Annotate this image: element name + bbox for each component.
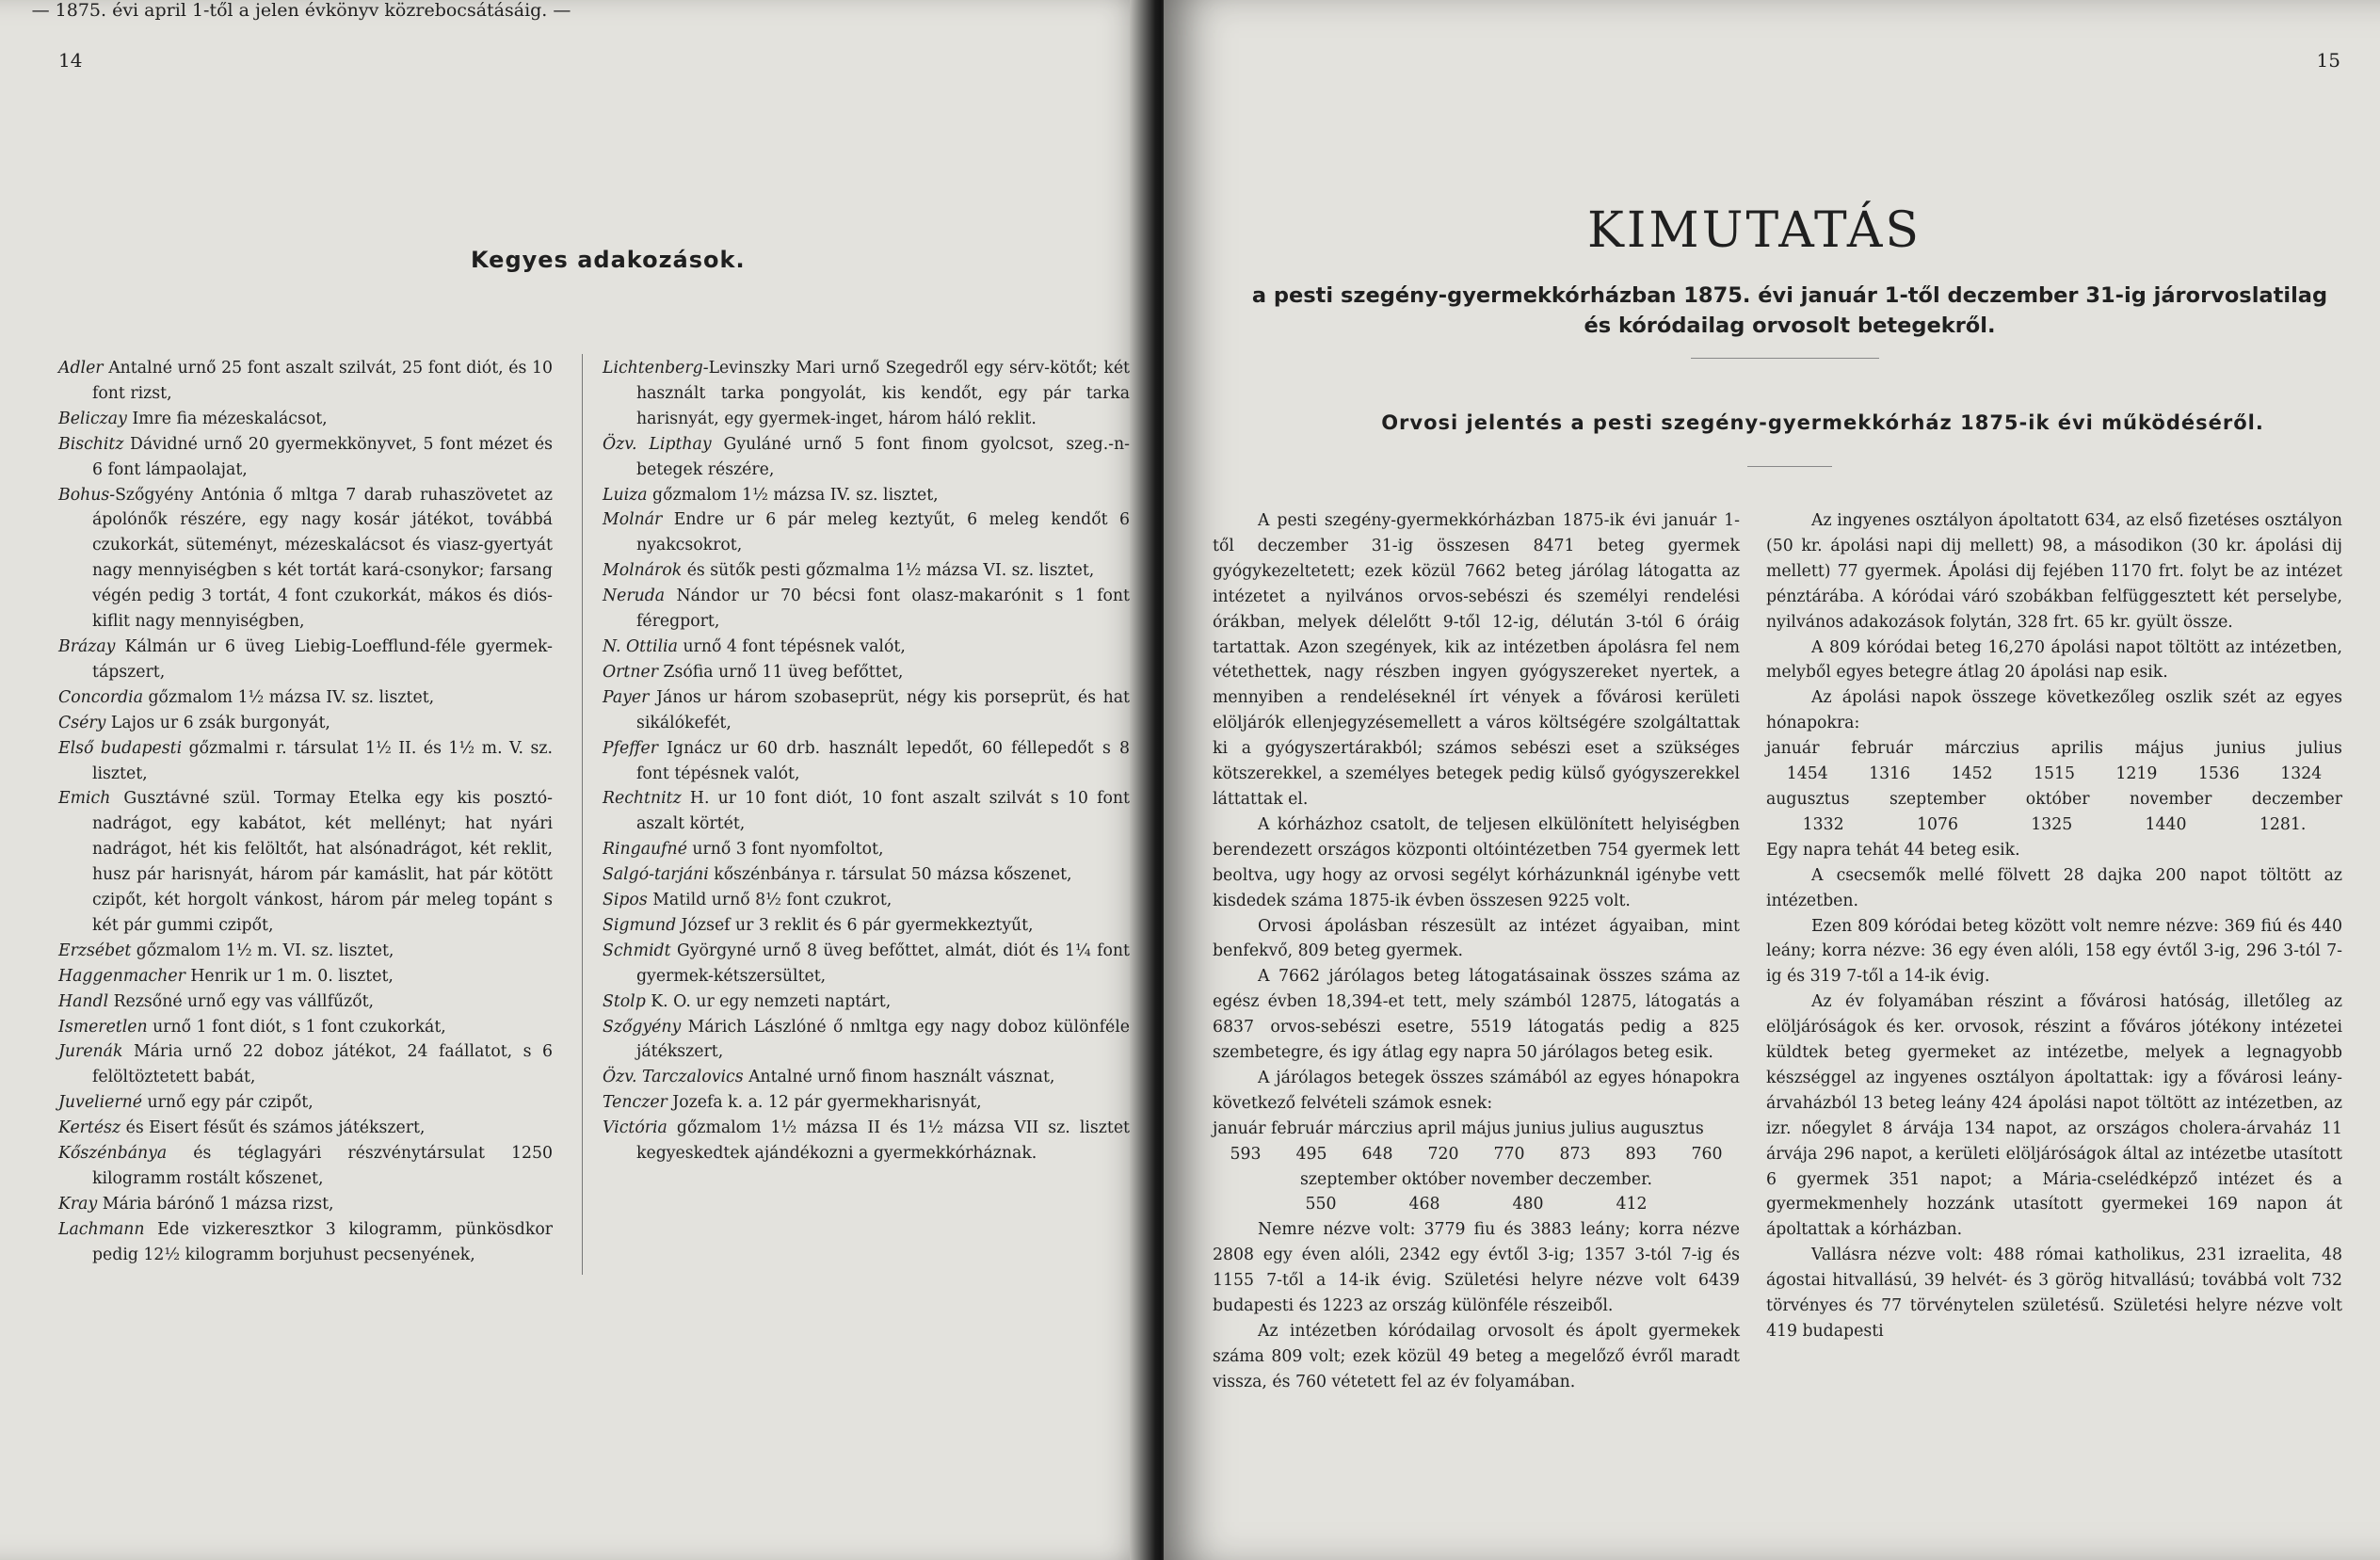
donor-entry	[58, 1141, 553, 1192]
table-cell: 1515	[2033, 764, 2075, 784]
paragraph: A 809 kóródai beteg 16,270 ápolási napot töltött az intézetben, melyből egyes betegre átlag 20 ápolási nap esik.	[1766, 637, 2342, 683]
donor-name: Sigmund	[603, 915, 677, 935]
paragraph: A pesti szegény-gyermekkórházban 1875-ik évi január 1-től deczember 31-ig összesen 8471 beteg gyermek gyógykezeltetett; ezek közül 7662 beteg járólag látogatta az intézetet a nyilvános orvos-sebészi és személyi rendelési órákban, melyek délelőtt 9-től 12-ig, délután 3-tól 6 óráig tartattak. Azon szegények, kik az intézetben ápolásra fel nem vétethettek, nagy részben ingyen gyógyszereket nyertek, a mennyiben a rendeléseknél írt vények a fővárosi kerületi elöljárók ellenjegyzésemellett a város költségére szolgáltattak ki a gyógyszertárakból; számos sebészi eset a szükséges kötszerekkel, a személyes betegek pedig külső gyógyszerekkel láttattak el.	[1213, 511, 1740, 809]
donation-text: Ignácz ur 60 drb. használt lepedőt, 60 féllepedőt s 8 font tépésnek valót,	[636, 738, 1130, 783]
donation-text: Imre fia mézeskalácsot,	[126, 409, 328, 428]
donor-entry	[603, 432, 1130, 483]
donor-name: Pfeffer	[603, 738, 658, 758]
column-divider	[582, 354, 583, 1275]
donation-text: gőzmalom 1½ mázsa IV. sz. lisztet,	[143, 687, 435, 707]
table-cell: február	[1851, 739, 1913, 759]
donor-name: Brázay	[58, 636, 116, 656]
table-cell: 480	[1512, 1195, 1544, 1214]
donor-entry	[603, 913, 1130, 939]
donor-entry	[58, 483, 553, 635]
report-column-left	[1213, 508, 1740, 1395]
donor-entry	[58, 939, 553, 964]
donor-name: Ringaufné	[603, 840, 687, 860]
donor-name: Neruda	[603, 587, 666, 606]
donor-name: Juvelierné	[58, 1093, 142, 1113]
table-cell: junius	[2215, 739, 2266, 759]
donor-entry	[603, 939, 1130, 989]
donation-text: Matild urnő 8½ font czukrot,	[647, 891, 892, 910]
donation-text: urnő 3 font nyomfoltot,	[686, 840, 884, 860]
donor-name: Ortner	[603, 662, 658, 682]
donor-entry	[58, 635, 553, 685]
paragraph: Vallásra nézve volt: 488 római katholikus, 231 izraelita, 48 ágostai hitvallású, 39 helvét- és 3 görög hitvallású; továbbá volt 732 törvényes és 77 törvénytelen születésű. Születési helyre nézve volt 419 budapesti	[1766, 1246, 2342, 1341]
donor-entry	[603, 685, 1130, 736]
donor-entry	[603, 584, 1130, 635]
table-cell: augusztus	[1766, 789, 1850, 809]
donor-entry	[58, 989, 553, 1015]
donor-entry	[603, 1116, 1130, 1166]
donor-list-left	[58, 356, 553, 1268]
right-page	[1164, 0, 2380, 1560]
donor-name: Kertész	[58, 1118, 121, 1138]
table-cell: 1316	[1869, 764, 1911, 784]
table-cell: 1219	[2115, 764, 2158, 784]
donor-entry	[58, 711, 553, 736]
table-cell: 1452	[1951, 764, 1993, 784]
table-cell: 893	[1625, 1144, 1657, 1164]
section-title: Orvosi jelentés a pesti szegény-gyermekkórház 1875-ik évi működéséről.	[1381, 411, 2264, 434]
donor-entry	[58, 407, 553, 432]
report-title: KIMUTATÁS	[1587, 202, 1922, 259]
donor-entry	[58, 786, 553, 938]
donor-entry	[603, 862, 1130, 888]
donor-name: Bohus-	[58, 485, 116, 505]
table-cell: 770	[1493, 1144, 1525, 1164]
table-cell: 412	[1616, 1195, 1648, 1214]
paragraph: Az ingyenes osztályon ápoltatott 634, az első fizetéses osztályon (50 kr. ápolási napi dij mellett) 98, a másodikon (30 kr. ápolási dij mellett) 77 gyermek. Ápolási dij fejében 1170 frt. folyt be az intézet pénztárába. A kóródai váró szobákban felfüggesztett két perselybe, nyilvános adakozások folytán, 328 frt. 65 kr. gyült össze.	[1766, 511, 2342, 632]
donor-name: Első budapesti	[58, 738, 183, 758]
donor-name: Haggenmacher	[58, 966, 185, 986]
table-cell: 720	[1427, 1144, 1459, 1164]
donation-text: János ur három szobaseprüt, négy kis porseprüt, és hat sikálókefét,	[636, 687, 1130, 732]
month-labels-row	[1766, 787, 2342, 812]
donation-text: Szőgyény Antónia ő mltga 7 darab ruhaszövetet az ápolónők részére, egy nagy kosár játékot, továbbá czukorkát, süteményt, mézeskalácsot és viasz-gyertyát nagy mennyiségben s két tortát kará-csonykor; farsang végén pedig 3 tortát, 4 font czukorkát, mákos és diós-kiflit nagy mennyiségben,	[92, 485, 553, 632]
donation-text: József ur 3 reklit és 6 pár gyermekkeztyűt,	[676, 915, 1034, 935]
table-cell: 593	[1230, 1144, 1262, 1164]
table-cell: 1325	[2031, 814, 2073, 834]
donor-name: Bischitz	[58, 434, 124, 454]
month-values-row	[1766, 812, 2342, 838]
donor-entry	[603, 837, 1130, 862]
section-rule	[1747, 466, 1832, 467]
donor-name: Concordia	[58, 687, 143, 707]
table-cell: márczius	[1944, 739, 2019, 759]
table-cell: 495	[1295, 1144, 1327, 1164]
donor-name: Schmidt	[603, 941, 671, 960]
paragraph: Az ápolási napok összege következőleg oszlik szét az egyes hónapokra:	[1766, 688, 2342, 733]
donor-entry	[603, 1065, 1130, 1090]
donor-entry	[603, 786, 1130, 837]
donor-name: Lichtenberg-	[603, 359, 709, 378]
donor-name: Szőgyény	[603, 1017, 682, 1037]
donation-text: Zsófia urnő 11 üveg befőttet,	[658, 662, 904, 682]
table-cell: 1536	[2197, 764, 2240, 784]
donor-entry	[58, 356, 553, 407]
donor-entry	[603, 558, 1130, 584]
donation-text: Márich Lászlóné ő nmltga egy nagy doboz különféle játékszert,	[636, 1017, 1130, 1062]
month-labels: szeptember október november deczember.	[1300, 1169, 1652, 1189]
donation-text: gőzmalom 1½ m. VI. sz. lisztet,	[131, 941, 394, 960]
donation-text: Jozefa k. a. 12 pár gyermekharisnyát,	[667, 1093, 982, 1113]
donation-text: Gusztávné szül. Tormay Etelka egy kis posztó-nadrágot, egy kabátot, két mellényt; hat nyári nadrágot, hét kis felöltőt, hat alsónadrágot, két reklit, husz pár harisnyát, három pár kamáslit, hat pár kötött czipőt, két horgolt vánkost, három pár meleg topánt s két pár gummi czipőt,	[92, 789, 553, 935]
donor-name: Erzsébet	[58, 941, 132, 960]
donor-name: Tenczer	[603, 1093, 667, 1113]
paragraph: Nemre nézve volt: 3779 fiu és 3883 leány; korra nézve 2808 egy éven alóli, 2342 egy évtől 3-ig; 1357 3-tól 7-ig és 1155 7-től a 14-ik évig. Születési helyre nézve volt 6439 budapesti és 1223 az ország különféle részeiből.	[1213, 1220, 1740, 1316]
donation-text: Endre ur 6 pár meleg keztyűt, 6 meleg kendőt 6 nyakcsokrot,	[636, 510, 1130, 555]
table-cell: január	[1766, 739, 1820, 759]
donor-entry	[603, 635, 1130, 660]
donation-text: és Eisert fésűt és számos játékszert,	[121, 1118, 426, 1138]
report-subtitle: a pesti szegény-gyermekkórházban 1875. évi január 1-től deczember 31-ig járorvoslatilag és kóródailag orvosolt betegekről.	[1251, 283, 2328, 338]
donor-name: Victória	[603, 1118, 667, 1138]
table-cell: május	[2134, 739, 2184, 759]
donor-entry	[58, 1192, 553, 1217]
donation-text: Györgyné urnő 8 üveg befőttet, almát, diót és 1¼ font gyermek-kétszersültet,	[636, 941, 1130, 986]
donor-name: Kray	[58, 1194, 98, 1214]
paragraph: A 7662 járólagos beteg látogatásainak összes száma az egész évben 18,394-et tett, mely számból 12875, látogatás a 6837 orvos-sebészi esetre, 5519 látogatás pedig a 825 szembetegre, és igy átlag egy napra 50 járólagos beteg esik.	[1213, 967, 1740, 1063]
donor-name: Payer	[603, 687, 650, 707]
donor-entry	[603, 989, 1130, 1015]
month-values-row	[1766, 762, 2342, 787]
donor-list-right	[603, 356, 1130, 1166]
donor-entry	[58, 1039, 553, 1090]
donation-text: Rezsőné urnő egy vas vállfűzőt,	[108, 991, 375, 1011]
donation-text: Ede vizkeresztkor 3 kilogramm, pünkösdkor pedig 12½ kilogramm borjuhust pecsenyének,	[92, 1219, 553, 1264]
donation-text: Levinszky Mari urnő Szegedről egy sérv-kötőt; két használt tarka pongyolát, kis kendőt, egy pár tarka harisnyát, egy gyermek-inget, három háló reklit.	[636, 359, 1130, 428]
donor-name: Rechtnitz	[603, 789, 682, 809]
donation-text: Mária bárónő 1 mázsa rizst,	[97, 1194, 334, 1214]
paragraph: Az intézetben kóródailag orvosolt és ápolt gyermekek száma 809 volt; ezek közül 49 beteg a megelőző évről maradt vissza, és 760 vétetett fel az év folyamában.	[1213, 1322, 1740, 1391]
table-cell: szeptember	[1889, 789, 1986, 809]
donation-text: Dávidné urnő 20 gyermekkönyvet, 5 font mézet és 6 font lámpaolajat,	[92, 434, 553, 479]
donor-entry	[58, 1090, 553, 1116]
donor-entry	[603, 660, 1130, 685]
donation-text: urnő egy pár czipőt,	[141, 1093, 314, 1113]
donor-name: Adler	[58, 359, 104, 378]
report-column-right	[1766, 508, 2342, 1344]
donation-text: Gyuláné urnő 5 font finom gyolcsot, szeg.-n-betegek részére,	[636, 434, 1130, 479]
donor-name: Molnárok	[603, 561, 683, 581]
paragraph: Ezen 809 kóródai beteg között volt nemre nézve: 369 fiú és 440 leány; korra nézve: 36 egy éven alóli, 158 egy évtől 3-ig, 296 3-tól 7-ig és 319 7-től a 14-ik évig.	[1766, 916, 2342, 987]
donor-name: Handl	[58, 991, 109, 1011]
table-cell: 760	[1691, 1144, 1723, 1164]
donations-heading: Kegyes adakozások.	[471, 247, 746, 273]
donation-text: Mária urnő 22 doboz játékot, 24 faállatot, s 6 felöltöztetett babát,	[92, 1042, 553, 1087]
month-labels-row	[1766, 736, 2342, 762]
donation-text: Antalné urnő finom használt vásznat,	[743, 1068, 1055, 1087]
left-page-number: 14	[58, 49, 83, 72]
donor-entry	[58, 1217, 553, 1268]
donor-entry	[603, 888, 1130, 913]
paragraph: A csecsemők mellé fölvett 28 dajka 200 napot töltött az intézetben.	[1766, 865, 2342, 910]
donor-name: Lachmann	[58, 1219, 145, 1239]
donor-name: Sipos	[603, 891, 648, 910]
donation-text: és téglagyári részvénytársulat 1250 kilogramm rostált kőszenet,	[92, 1144, 553, 1188]
paragraph: Egy napra tehát 44 beteg esik.	[1766, 840, 2020, 860]
donor-entry	[603, 507, 1130, 558]
donation-text: gőzmalom 1½ mázsa IV. sz. lisztet,	[647, 485, 939, 505]
donation-text: Lajos ur 6 zsák burgonyát,	[105, 713, 330, 732]
donation-text: Antalné urnő 25 font aszalt szilvát, 25 font diót, és 10 font rizst,	[92, 359, 553, 403]
donor-entry	[58, 1015, 553, 1040]
paragraph: Orvosi ápolásban részesült az intézet ágyaiban, mint benfekvő, 809 beteg gyermek.	[1213, 916, 1740, 961]
donation-text: és sütők pesti gőzmalma 1½ mázsa VI. sz. lisztet,	[682, 561, 1095, 581]
donation-text: urnő 1 font diót, s 1 font czukorkát,	[147, 1017, 446, 1037]
donation-text: urnő 4 font tépésnek valót,	[677, 636, 906, 656]
paragraph: Az év folyamában részint a fővárosi hatóság, illetőleg az elöljáróságok és ker. orvosok, részint a főváros jótékony intézetei küldtek beteg gyermeket az intézetbe, melyek a legnagyobb készséggel az ingyenes osztályon ápoltattak: igy a fővárosi leány-árvaházból 13 beteg leány 424 ápolási napot töltött az intézetben, az izr. nőegylet 8 árvája 134 napot, az országos cholera-árvaház 11 árvája 296 napot, a kerületi elöljáróságok által az intézetbe utasított 6 gyermek 351 napot; a Mária-cselédképző intézet és a gyermekmenhely hozzánk utasított gyermekei 169 napon át ápoltattak a kórházban.	[1766, 992, 2342, 1240]
table-cell: 648	[1361, 1144, 1393, 1164]
donation-text: K. O. ur egy nemzeti naptárt,	[645, 991, 892, 1011]
table-cell: 1332	[1802, 814, 1844, 834]
donor-name: Beliczay	[58, 409, 127, 428]
donor-entry	[58, 685, 553, 711]
title-rule	[1691, 358, 1879, 359]
donations-subheading: — 1875. évi april 1-től a jelen évkönyv közrebocsátásáig. —	[31, 0, 571, 21]
left-page	[0, 0, 1150, 1560]
table-cell: 550	[1305, 1195, 1337, 1214]
donor-entry	[58, 1116, 553, 1141]
donor-name: Özv. Lipthay	[603, 434, 712, 454]
donor-name: Molnár	[603, 510, 663, 530]
donation-text: kőszénbánya r. társulat 50 mázsa kőszenet,	[708, 865, 1072, 885]
donor-entry	[58, 964, 553, 989]
donor-entry	[603, 1090, 1130, 1116]
paragraph: A kórházhoz csatolt, de teljesen elkülönített helyiségben berendezett országos központi oltóintézetben 754 gyermek lett beoltva, ugy hogy az orvosi segélyt kórházunknál igénybe vett kisdedek száma 1875-ik évben összesen 9225 volt.	[1213, 814, 1740, 910]
donor-name: Jurenák	[58, 1042, 123, 1062]
table-cell: november	[2129, 789, 2212, 809]
donor-name: Ismeretlen	[58, 1017, 148, 1037]
donor-name: Stolp	[603, 991, 646, 1011]
table-cell: 1454	[1786, 764, 1828, 784]
donor-entry	[603, 736, 1130, 787]
donor-entry	[603, 1015, 1130, 1066]
month-values-row	[1213, 1142, 1740, 1167]
donation-text: H. ur 10 font diót, 10 font aszalt szilvát s 10 font aszalt körtét,	[636, 789, 1130, 834]
month-values-row	[1213, 1192, 1740, 1217]
donor-name: Cséry	[58, 713, 106, 732]
donor-entry	[603, 356, 1130, 432]
donation-text: Nándor ur 70 bécsi font olasz-makarónit s 1 font féregport,	[636, 587, 1130, 632]
right-page-number: 15	[2316, 49, 2340, 72]
donor-entry	[603, 483, 1130, 508]
table-cell: julius	[2297, 739, 2342, 759]
table-cell: 1440	[2145, 814, 2187, 834]
donor-name: Özv. Tarczalovics	[603, 1068, 744, 1087]
table-cell: 1076	[1916, 814, 1958, 834]
donation-text: gőzmalom 1½ mázsa II és 1½ mázsa VII sz. lisztet kegyeskedtek ajándékozni a gyermekkórháznak.	[636, 1118, 1130, 1164]
donor-entry	[58, 432, 553, 483]
table-cell: 1324	[2280, 764, 2323, 784]
donor-name: Luiza	[603, 485, 648, 505]
donor-name: Salgó-tarjáni	[603, 865, 709, 885]
table-cell: 468	[1408, 1195, 1440, 1214]
donation-text: Kálmán ur 6 üveg Liebig-Loefflund-féle gyermek-tápszert,	[92, 636, 553, 682]
donor-name: Kőszénbánya	[58, 1144, 168, 1164]
table-cell: deczember	[2251, 789, 2342, 809]
table-cell: aprilis	[2050, 739, 2103, 759]
month-labels: január február márczius april május junius julius augusztus	[1213, 1118, 1704, 1138]
paragraph: A járólagos betegek összes számából az egyes hónapokra következő felvételi számok esnek:	[1213, 1068, 1740, 1113]
donor-name: Emich	[58, 789, 111, 809]
donor-entry	[58, 736, 553, 787]
donor-name: N. Ottilia	[603, 636, 678, 656]
table-cell: 1281.	[2259, 814, 2307, 834]
table-cell: 873	[1559, 1144, 1591, 1164]
donation-text: Henrik ur 1 m. 0. lisztet,	[185, 966, 394, 986]
donation-text: gőzmalmi r. társulat 1½ II. és 1½ m. V. sz. lisztet,	[92, 738, 553, 783]
table-cell: október	[2025, 789, 2090, 809]
